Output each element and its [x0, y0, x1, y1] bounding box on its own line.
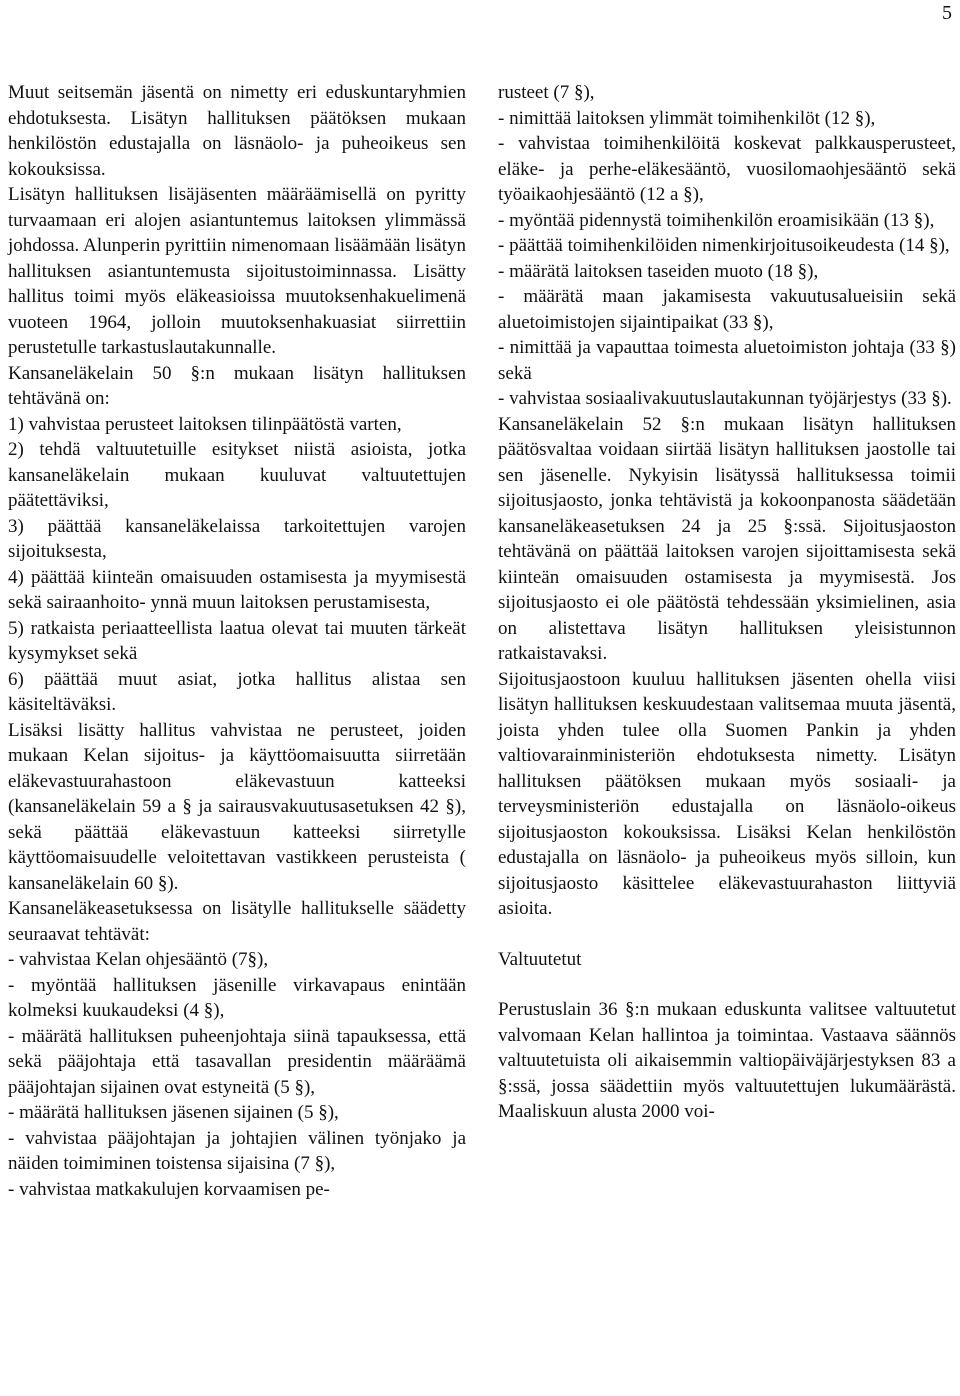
paragraph: Kansaneläkelain 52 §:n mukaan lisätyn hallituksen päätösvaltaa voidaan siirtää lisätyn hallituksen jaostolle tai sen jäsenelle. Nykyisin lisätyssä hallituksessa toimii sijoitusjaosto, jonka tehtävistä ja kokoonpanosta säädetään kansaneläkeasetuksen 24 ja 25 §:ssä. Sijoitusjaoston tehtävänä on päättää laitoksen varojen sijoittamisesta sekä kiinteän omaisuuden ostamisesta ja myymisestä. Jos sijoitusjaosto ei ole päätöstä tehdessään yksimielinen, asia on alistettava lisätyn hallituksen yleisistunnon ratkaistavaksi.	[498, 413, 956, 664]
paragraph: Sijoitusjaostoon kuuluu hallituksen jäsenten ohella viisi lisätyn hallituksen keskuudestaan valitsemaa muuta jäsentä, joista yhden tulee olla Suomen Pankin ja yhden valtiovarainministeriön ehdotuksesta nimetty. Lisätyn hallituksen päätöksen mukaan myös sosiaali- ja terveysministeriön edustajalla on läsnäolo-oikeus sijoitusjaoston kokouksissa. Lisäksi Kelan henkilöstön edustajalla on läsnäolo- ja puheoikeus myös silloin, kun sijoitusjaosto käsittelee eläkevastuurahaston liittyviä asioita.	[498, 668, 956, 919]
list-item: 5) ratkaista periaatteellista laatua olevat tai muuten tärkeät kysymykset sekä	[8, 617, 466, 664]
list-item: - myöntää hallituksen jäsenille virkavapaus enintään kolmeksi kuukaudeksi (4 §),	[8, 974, 466, 1021]
paragraph: Kansaneläkelain 50 §:n mukaan lisätyn hallituksen tehtävänä on:	[8, 362, 466, 409]
list-item: - vahvistaa sosiaalivakuutuslautakunnan työjärjestys (33 §).	[498, 388, 952, 409]
list-item: - määrätä maan jakamisesta vakuutusalueisiin sekä aluetoimistojen sijaintipaikat (33 §),	[498, 286, 956, 333]
section-heading: Valtuutetut	[498, 948, 582, 970]
paragraph: Kansaneläkeasetuksessa on lisätylle hallitukselle säädetty seuraavat tehtävät:	[8, 898, 466, 945]
list-item: - vahvistaa toimihenkilöitä koskevat palkkausperusteet, eläke- ja perhe-eläkesääntö, vuosilomaohjesääntö sekä työaikaohjesääntö (12 a §),	[498, 133, 956, 205]
list-item: 2) tehdä valtuutetuille esitykset niistä asioista, jotka kansaneläkelain mukaan kuuluvat valtuutettujen päätettäviksi,	[8, 439, 466, 511]
left-column	[8, 80, 466, 1202]
paragraph: Perustuslain 36 §:n mukaan eduskunta valitsee valtuutetut valvomaan Kelan hallintoa ja toimintaa. Vastaava säännös valtuutetuista oli aikaisemmin valtiopäiväjärjestyksen 83 a §:ssä, jossa säädettiin myös valtuutettujen lukumäärästä. Maaliskuun alusta 2000 voi-	[498, 999, 956, 1122]
paragraph: Lisätyn hallituksen lisäjäsenten määräämisellä on pyritty turvaamaan eri alojen asiantuntemus laitoksen ylimmässä johdossa. Alunperin pyrittiin nimenomaan lisäämään lisätyn hallituksen asiantuntemusta sijoitustoiminnassa. Lisätty hallitus toimi myös eläkeasioissa muutoksenhakuelimenä vuoteen 1964, jolloin muutoksenhakuasiat siirrettiin perustetulle tarkastuslautakunnalle.	[8, 184, 466, 358]
list-item: 3) päättää kansaneläkelaissa tarkoitettujen varojen sijoituksesta,	[8, 515, 466, 562]
list-item: - vahvistaa pääjohtajan ja johtajien välinen työnjako ja näiden toimiminen toistensa sijaisina (7 §),	[8, 1127, 466, 1174]
list-item: - vahvistaa Kelan ohjesääntö (7§),	[8, 949, 269, 970]
page-number: 5	[942, 2, 952, 24]
paragraph: Muut seitsemän jäsentä on nimetty eri eduskuntaryhmien ehdotuksesta. Lisätyn hallituksen päätöksen mukaan henkilöstön edustajalla on läsnäolo- ja puheoikeus sen kokouksissa.	[8, 82, 466, 180]
list-item: 1) vahvistaa perusteet laitoksen tilinpäätöstä varten,	[8, 413, 402, 435]
paragraph: Lisäksi lisätty hallitus vahvistaa ne perusteet, joiden mukaan Kelan sijoitus- ja käyttöomaisuutta siirretään eläkevastuurahastoon eläkevastuun katteeksi (kansaneläkelain 59 a § ja sairausvakuutusasetuksen 42 §), sekä päättää eläkevastuun katteeksi siirretylle käyttöomaisuudelle veloitettavan vastikkeen perusteista ( kansaneläkelain 60 §).	[8, 719, 466, 894]
list-item: - määrätä hallituksen puheenjohtaja siinä tapauksessa, että sekä pääjohtaja että tasavallan presidentin määräämä pääjohtajan sijainen ovat estyneitä (5 §),	[8, 1025, 466, 1098]
right-column	[498, 80, 956, 1125]
list-item: 4) päättää kiinteän omaisuuden ostamisesta ja myymisestä sekä sairaanhoito- ynnä muun laitoksen perustamisesta,	[8, 566, 466, 613]
list-item: - määrätä laitoksen taseiden muoto (18 §),	[498, 260, 819, 282]
list-item: - päättää toimihenkilöiden nimenkirjoitusoikeudesta (14 §),	[498, 235, 950, 256]
list-item: - nimittää ja vapauttaa toimesta aluetoimiston johtaja (33 §) sekä	[498, 337, 956, 384]
list-item: - määrätä hallituksen jäsenen sijainen (5 §),	[8, 1102, 339, 1123]
list-item: - myöntää pidennystä toimihenkilön eroamisikään (13 §),	[498, 209, 935, 231]
list-item: rusteet (7 §),	[498, 82, 595, 103]
list-item: - vahvistaa matkakulujen korvaamisen pe-	[8, 1178, 330, 1200]
list-item: 6) päättää muut asiat, jotka hallitus alistaa sen käsiteltäväksi.	[8, 668, 466, 715]
list-item: - nimittää laitoksen ylimmät toimihenkilöt (12 §),	[498, 107, 876, 129]
